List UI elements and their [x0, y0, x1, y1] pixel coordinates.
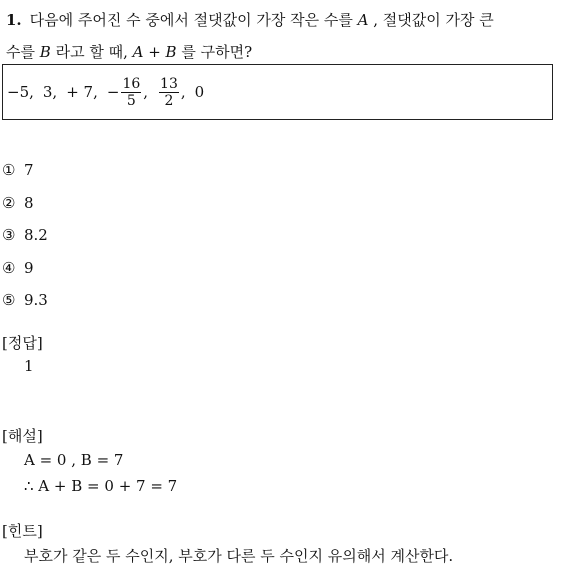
- choice-value: 8: [24, 193, 34, 212]
- variable-a: A: [357, 11, 369, 29]
- hint-text: 부호가 같은 두 수인지, 부호가 다른 두 수인지 유의해서 계산한다.: [24, 547, 454, 565]
- explanation-line-2: ∴ A + B = 0 + 7 = 7: [24, 477, 178, 495]
- question-text: [6, 4, 568, 68]
- number-item: 3,: [42, 83, 58, 101]
- choice-mark: ③: [2, 226, 16, 245]
- answer-label: [정답]: [2, 334, 43, 352]
- variable-b: B: [39, 43, 51, 61]
- number-item-fraction: − $\frac{16}{5}$ ,: [106, 75, 149, 109]
- choice-mark: ④: [2, 258, 16, 277]
- question-number: 1.: [6, 11, 22, 29]
- question-text-part2: , 절댓값이 가장 큰: [373, 11, 494, 29]
- choice-3[interactable]: [2, 219, 48, 252]
- number-item: + 7,: [66, 83, 98, 101]
- choice-2[interactable]: [2, 187, 48, 220]
- question-text-part5: 를 구하면?: [181, 43, 253, 61]
- choice-mark: ⑤: [2, 291, 16, 310]
- fraction: $\frac{16}{5}$: [122, 75, 141, 109]
- number-item: −5,: [7, 83, 34, 101]
- number-item: 0: [194, 83, 205, 101]
- explanation-line-1: A = 0 , B = 7: [24, 451, 124, 469]
- hint-label: [힌트]: [2, 522, 43, 540]
- question-text-part1: 다음에 주어진 수 중에서 절댓값이 가장 작은 수를: [29, 11, 353, 29]
- choice-mark: ②: [2, 193, 16, 212]
- choice-1[interactable]: [2, 154, 48, 187]
- choice-mark: ①: [2, 161, 16, 180]
- choice-value: 9: [24, 258, 34, 277]
- choice-list: [2, 154, 48, 317]
- choice-value: 8.2: [24, 226, 48, 245]
- question-text-part3: 수를: [6, 43, 35, 61]
- expression: A + B: [132, 43, 177, 61]
- choice-value: 7: [24, 161, 34, 180]
- choice-value: 9.3: [24, 291, 48, 310]
- number-item-fraction: $\frac{13}{2}$ ,: [160, 75, 186, 109]
- explanation-label: [해설]: [2, 427, 43, 445]
- number-box: [2, 64, 553, 120]
- fraction: $\frac{13}{2}$: [160, 75, 178, 109]
- question-text-part4: 라고 할 때,: [55, 43, 128, 61]
- answer-value: 1: [24, 357, 34, 375]
- choice-4[interactable]: [2, 252, 48, 285]
- choice-5[interactable]: [2, 284, 48, 317]
